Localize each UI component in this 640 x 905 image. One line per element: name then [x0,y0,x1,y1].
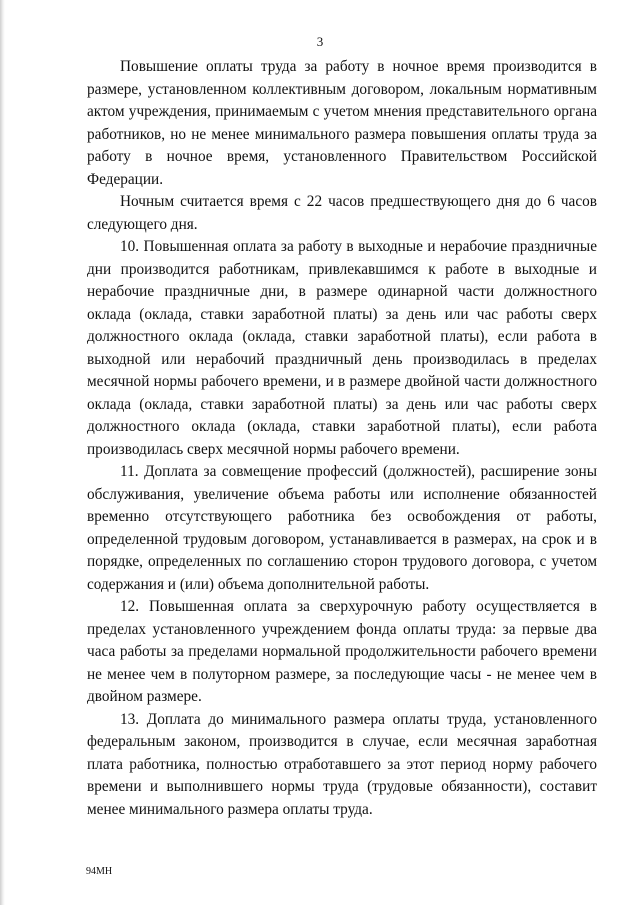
paragraph-night-work-pay: Повышение оплаты труда за работу в ночное время производится в размере, установленном коллективным договором, локальным нормативным актом учреждения, принимаемым с учетом мнения представительного органа работников, но не менее минимального размера повышения оплаты труда за работу в ночное время, установленного Правительством Российской Федерации. [87,58,597,188]
document-body [87,56,597,821]
footer-document-code: 94МН [86,866,113,877]
paragraph-11-combined-duties-pay: 11. Доплата за совмещение профессий (должностей), расширение зоны обслуживания, увеличение объема работы или исполнение обязанностей временно отсутствующего работника без освобождения от работы, определенной трудовым договором, устанавливается в размерах, на срок и в порядке, определенных по соглашению сторон трудового договора, с учетом содержания и (или) объема дополнительной работы. [87,463,597,593]
paragraph-13-minimum-wage-supplement: 13. Доплата до минимального размера оплаты труда, установленного федеральным законом, производится в случае, если месячная заработная плата работника, полностью отработавшего за этот период норму рабочего времени и выполнившего нормы труда (трудовые обязанности), составит менее минимального размера оплаты труда. [87,710,597,818]
paragraph-night-time-definition: Ночным считается время с 22 часов предшествующего дня до 6 часов следующего дня. [87,193,597,233]
scan-edge-shadow [0,0,5,905]
paragraph-12-overtime-pay: 12. Повышенная оплата за сверхурочную работу осуществляется в пределах установленного учреждением фонда оплаты труда: за первые два часа работы за пределами нормальной продолжительности рабочего времени не менее чем в полуторном размере, за последующие часы - не менее чем в двойном размере. [87,598,597,705]
paragraph-10-weekend-holiday-pay: 10. Повышенная оплата за работу в выходные и нерабочие праздничные дни производится работникам, привлекавшимся к работе в выходные и нерабочие праздничные дни, в размере одинарной части должностного оклада (оклада, ставки заработной платы) за день или час работы сверх должностного оклада (оклада, ставки заработной платы), если работа в выходной или нерабочий праздничный день производилась в пределах месячной нормы рабочего времени, и в размере двойной части должностного оклада (оклада, ставки заработной платы) за день или час работы сверх должностного оклада (оклада, ставки заработной платы), если работа производилась сверх месячной нормы рабочего времени. [87,238,597,458]
page-number: 3 [316,34,324,49]
